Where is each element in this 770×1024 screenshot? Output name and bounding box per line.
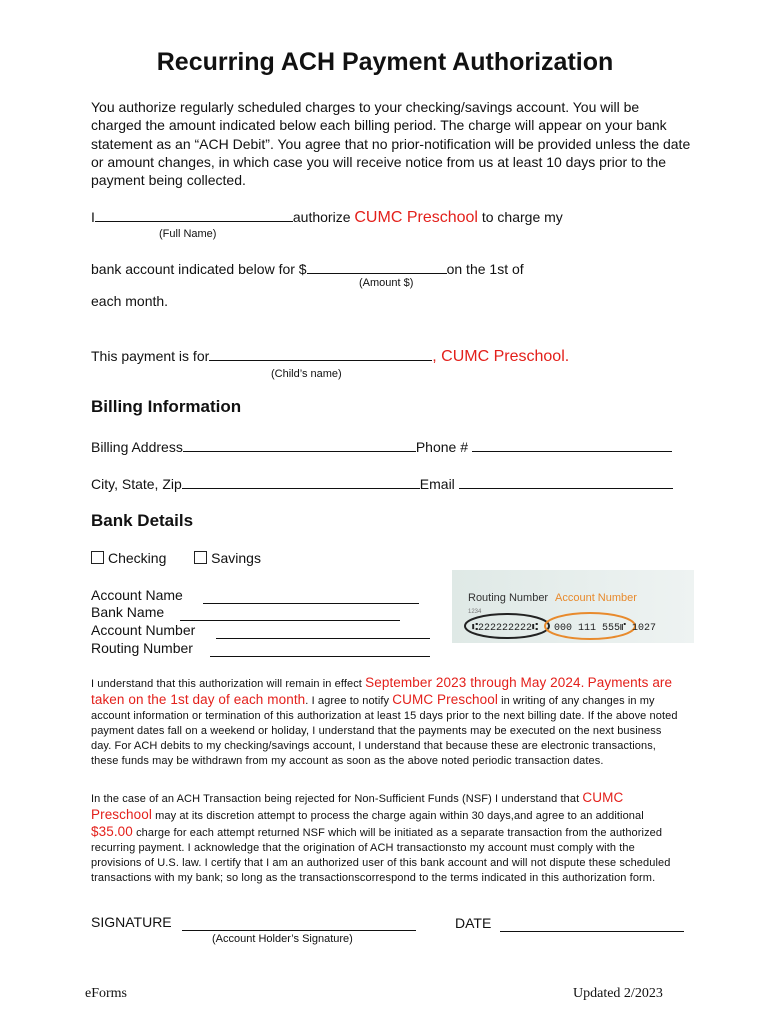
amount-prefix: bank account indicated below for $ <box>91 261 307 277</box>
city-label: City, State, Zip <box>91 476 182 492</box>
routing-number-label: Routing Number <box>91 640 193 656</box>
footer-brand: eForms <box>85 986 127 1001</box>
check-routing-digits: ⑆222222222⑆ <box>472 623 539 634</box>
terms-p1-b: . I agree to notify <box>305 695 390 707</box>
terms-p1-org: CUMC Preschool <box>392 692 498 707</box>
org-name: CUMC Preschool <box>354 209 478 226</box>
terms-p2-org: CUMC Preschool <box>91 790 624 822</box>
signature-label: SIGNATURE <box>91 914 172 930</box>
authorize-line <box>91 208 563 227</box>
billing-address-row <box>91 438 672 455</box>
phone-label: Phone # <box>415 439 468 455</box>
terms-p2-fee: $35.00 <box>91 824 133 839</box>
authorize-prefix: I <box>91 209 95 225</box>
check-account-digits: 000 111 555⑈ 1027 <box>554 623 657 634</box>
child-name-caption: (Child’s name) <box>271 368 342 380</box>
account-number-label: Account Number <box>91 622 196 638</box>
email-label: Email <box>419 476 455 492</box>
checking-checkbox[interactable] <box>91 551 104 564</box>
each-month-text: each month. <box>91 293 169 309</box>
full-name-caption: (Full Name) <box>159 228 217 240</box>
check-routing-label: Routing Number <box>468 592 549 604</box>
payment-for-line <box>91 347 569 366</box>
terms-p1-dates: September 2023 through May 2024. <box>365 675 585 690</box>
savings-label: Savings <box>211 550 261 566</box>
billing-heading: Billing Information <box>91 397 242 416</box>
check-illustration <box>452 570 694 643</box>
payment-for-org: , CUMC Preschool. <box>432 348 570 365</box>
full-name-field[interactable] <box>95 208 293 222</box>
terms-p2-a: In the case of an ACH Transaction being rejected for Non-Sufficient Funds (NSF) I understand that <box>91 793 580 805</box>
routing-number-field[interactable] <box>210 643 430 657</box>
terms-p1-c: in writing of any changes in my account information or termination of this authorization at least 15 days prior to the next billing date. If the above noted payment dates fall on a weekend or holiday, I understand that the payments may be executed on the next business day. For ACH debits to my checking/savings account, I understand that because these are electronic transactions, these funds may be withdrawn from my account as soon as the above noted periodic transaction dates. <box>91 695 678 767</box>
signature-caption: (Account Holder’s Signature) <box>212 933 353 945</box>
city-field[interactable] <box>182 475 420 489</box>
intro-paragraph: You authorize regularly scheduled charges to your checking/savings account. You will be charged the amount indicated below each billing period. The charge will appear on your bank statement as an “ACH Debit”. You agree that no prior-notification will be provided unless the date or amount changes, in which case you will receive notice from us at least 10 days prior to the payment being collected. <box>91 99 691 189</box>
terms-p1-a: I understand that this authorization will remain in effect <box>91 678 362 690</box>
terms-p1-payments: Payments are taken on the 1st day of each month <box>91 675 673 707</box>
email-field[interactable] <box>459 475 673 489</box>
amount-line <box>91 260 524 277</box>
account-number-field[interactable] <box>216 625 430 639</box>
footer-updated: Updated 2/2023 <box>573 986 663 1001</box>
billing-address-field[interactable] <box>183 438 416 452</box>
account-name-label: Account Name <box>91 587 183 603</box>
bank-name-label: Bank Name <box>91 604 165 620</box>
checking-label: Checking <box>108 550 167 566</box>
amount-suffix: on the 1st of <box>446 261 524 277</box>
bank-heading: Bank Details <box>91 511 194 530</box>
terms-paragraph-2 <box>91 790 681 886</box>
checking-option[interactable] <box>91 550 166 566</box>
terms-p2-b: may at its discretion attempt to process the charge again within 30 days,and agree to an additional <box>155 810 644 822</box>
check-account-label: Account Number <box>555 592 637 604</box>
page-title: Recurring ACH Payment Authorization <box>156 48 614 76</box>
terms-paragraph-1 <box>91 675 681 769</box>
signature-field[interactable] <box>182 917 416 931</box>
savings-checkbox[interactable] <box>194 551 207 564</box>
child-name-field[interactable] <box>209 347 432 361</box>
authorize-middle: authorize <box>292 209 351 225</box>
phone-field[interactable] <box>472 438 672 452</box>
amount-caption: (Amount $) <box>359 277 414 289</box>
savings-option[interactable] <box>194 550 261 566</box>
authorize-suffix: to charge my <box>481 209 563 225</box>
terms-p2-c: charge for each attempt returned NSF which will be initiated as a separate transaction from the authorized recurring payment. I acknowledge that the origination of ACH transactionsto my account must comply with the provisions of U.S. law. I certify that I am an authorized user of this bank account and will not dispute these scheduled transactions with my bank; so long as the transactionscorrespond to the terms indicated in this authorization form. <box>91 827 671 884</box>
payment-for-prefix: This payment is for <box>91 348 210 364</box>
billing-address-label: Billing Address <box>91 439 183 455</box>
amount-field[interactable] <box>307 260 447 274</box>
account-type-row <box>91 550 261 566</box>
check-top-code: 1234 <box>468 609 482 615</box>
account-name-field[interactable] <box>203 590 419 604</box>
city-row <box>91 475 673 492</box>
date-field[interactable] <box>500 918 684 932</box>
bank-name-field[interactable] <box>180 607 400 621</box>
check-illustration-svg <box>452 570 694 643</box>
date-label: DATE <box>455 915 492 931</box>
